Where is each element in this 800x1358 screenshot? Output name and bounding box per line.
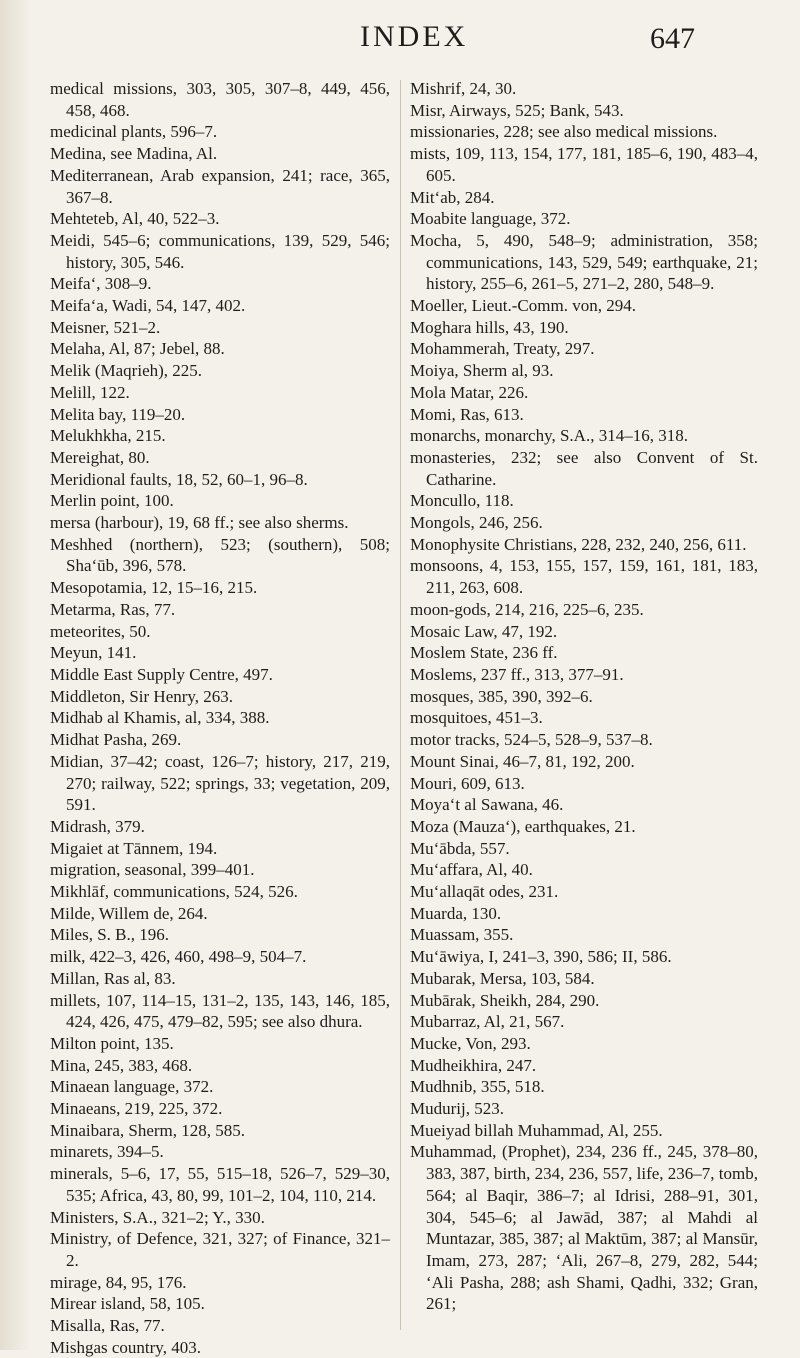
index-entry: Moncullo, 118. xyxy=(410,491,514,511)
index-entry: Muarda, 130. xyxy=(410,903,502,923)
index-entry: Millan, Ras al, 83. xyxy=(50,968,176,988)
index-entry: Meifa‘a, Wadi, 54, 147, 402. xyxy=(50,296,246,316)
index-entry: missionaries, 228; see also medical missions. xyxy=(410,122,718,142)
index-entry: Meidi, 545–6; communications, 139, 529, 546; history, 305, 546. xyxy=(50,230,390,272)
index-entry: mersa (harbour), 19, 68 ff.; see also sherms. xyxy=(50,513,349,533)
index-entry: mosques, 385, 390, 392–6. xyxy=(410,686,593,706)
running-title: INDEX xyxy=(360,20,469,53)
index-entry: monarchs, monarchy, S.A., 314–16, 318. xyxy=(410,426,688,446)
index-entry: Mubārak, Sheikh, 284, 290. xyxy=(410,990,600,1010)
index-entry: Misr, Airways, 525; Bank, 543. xyxy=(410,100,624,120)
index-entry: Mola Matar, 226. xyxy=(410,382,529,402)
index-entry: Monophysite Christians, 228, 232, 240, 256, 611. xyxy=(410,534,747,554)
index-entry: migration, seasonal, 399–401. xyxy=(50,860,255,880)
index-column-left xyxy=(50,78,390,1358)
index-entry: Meridional faults, 18, 52, 60–1, 96–8. xyxy=(50,469,308,489)
index-entry: Melaha, Al, 87; Jebel, 88. xyxy=(50,339,225,359)
index-entry: Mosaic Law, 47, 192. xyxy=(410,621,558,641)
index-entry: Misalla, Ras, 77. xyxy=(50,1316,165,1336)
index-entry: Milde, Willem de, 264. xyxy=(50,903,208,923)
index-entry: Meifa‘, 308–9. xyxy=(50,274,152,294)
index-entry: Mit‘ab, 284. xyxy=(410,187,495,207)
index-entry: Mishgas country, 403. xyxy=(50,1337,201,1357)
index-entry: Mongols, 246, 256. xyxy=(410,513,543,533)
index-entry: Melik (Maqrieh), 225. xyxy=(50,361,203,381)
index-entry: monsoons, 4, 153, 155, 157, 159, 161, 181, 183, 211, 263, 608. xyxy=(410,556,758,598)
index-entry: Muhammad, (Prophet), 234, 236 ff., 245, 378–80, 383, 387, birth, 234, 236, 557, life, 236–7, tomb, 564; al Baqir, 386–7; al Idrisi, 288–91, 301, 304, 545–6; al Jawād, 387; al Mahdi al Muntazar, 385, 387; al Maktūm, 387; al Mansūr, Imam, 273, 287; ‘Ali, 267–8, 279, 282, 544; ‘Ali Pasha, 288; ash Shami, Qadhi, 332; Gran, 261; xyxy=(410,1142,758,1314)
index-entry: minerals, 5–6, 17, 55, 515–18, 526–7, 529–30, 535; Africa, 43, 80, 99, 101–2, 104, 110, 214. xyxy=(50,1164,390,1205)
index-entry: Moeller, Lieut.-Comm. von, 294. xyxy=(410,296,636,316)
index-entry: Mediterranean, Arab expansion, 241; race, 365, 367–8. xyxy=(50,165,390,207)
index-entry: Mirear island, 58, 105. xyxy=(50,1294,205,1314)
index-entry: Middle East Supply Centre, 497. xyxy=(50,664,273,684)
index-entry: Mohammerah, Treaty, 297. xyxy=(410,339,595,359)
index-entry: Mount Sinai, 46–7, 81, 192, 200. xyxy=(410,751,635,771)
index-entry: mists, 109, 113, 154, 177, 181, 185–6, 190, 483–4, 605. xyxy=(410,144,758,185)
index-entry: mosquitoes, 451–3. xyxy=(410,708,543,728)
index-entry: Mehteteb, Al, 40, 522–3. xyxy=(50,209,220,229)
index-entry: Moiya, Sherm al, 93. xyxy=(410,361,554,381)
index-entry: motor tracks, 524–5, 528–9, 537–8. xyxy=(410,730,653,750)
index-entry: Minaeans, 219, 225, 372. xyxy=(50,1099,223,1119)
index-entry: Mu‘āwiya, I, 241–3, 390, 586; II, 586. xyxy=(410,947,672,967)
index-entry: Midrash, 379. xyxy=(50,816,145,836)
index-entry: monasteries, 232; see also Convent of St. Catharine. xyxy=(410,447,758,489)
index-entry: Moslem State, 236 ff. xyxy=(410,643,558,663)
index-entry: Muassam, 355. xyxy=(410,925,514,945)
index-entry: Minaean language, 372. xyxy=(50,1077,214,1097)
index-entry: Middleton, Sir Henry, 263. xyxy=(50,686,234,706)
index-entry: millets, 107, 114–15, 131–2, 135, 143, 146, 185, 424, 426, 475, 479–82, 595; see also dhura. xyxy=(50,990,390,1032)
index-entry: Moslems, 237 ff., 313, 377–91. xyxy=(410,664,624,684)
index-entry: medical missions, 303, 305, 307–8, 449, 456, 458, 468. xyxy=(50,79,390,120)
index-column-right xyxy=(410,78,758,1315)
index-entry: Mina, 245, 383, 468. xyxy=(50,1055,193,1075)
index-entry: Midian, 37–42; coast, 126–7; history, 217, 219, 270; railway, 522; springs, 33; vegetation, 209, 591. xyxy=(50,751,390,815)
index-entry: Milton point, 135. xyxy=(50,1033,174,1053)
index-entry: Medina, see Madina, Al. xyxy=(50,144,218,164)
index-entry: Meshhed (northern), 523; (southern), 508; Sha‘ūb, 396, 578. xyxy=(50,534,390,576)
index-entry: mirage, 84, 95, 176. xyxy=(50,1272,187,1292)
index-entry: Mu‘allaqāt odes, 231. xyxy=(410,882,559,902)
index-entry: Migaiet at Tānnem, 194. xyxy=(50,838,218,858)
index-entry: minarets, 394–5. xyxy=(50,1142,164,1162)
index-entry: Mu‘affara, Al, 40. xyxy=(410,860,533,880)
page-shadow xyxy=(0,0,30,1350)
index-entry: Midhat Pasha, 269. xyxy=(50,730,182,750)
index-entry: Mocha, 5, 490, 548–9; administration, 358; communications, 143, 529, 549; earthquake, 21; history, 255–6, 261–5, 271–2, 280, 548–9. xyxy=(410,230,758,294)
index-entry: Ministers, S.A., 321–2; Y., 330. xyxy=(50,1207,265,1227)
index-entry: Mikhlāf, communications, 524, 526. xyxy=(50,882,298,902)
index-entry: Mucke, Von, 293. xyxy=(410,1033,531,1053)
index-entry: Mudurij, 523. xyxy=(410,1099,504,1119)
index-entry: Meisner, 521–2. xyxy=(50,317,161,337)
index-entry: Moabite language, 372. xyxy=(410,209,571,229)
index-entry: Mereighat, 80. xyxy=(50,447,150,467)
index-entry: Mubarraz, Al, 21, 567. xyxy=(410,1012,565,1032)
index-entry: Moghara hills, 43, 190. xyxy=(410,317,569,337)
index-entry: moon-gods, 214, 216, 225–6, 235. xyxy=(410,599,644,619)
index-entry: Melukhkha, 215. xyxy=(50,426,166,446)
index-entry: Mueiyad billah Muhammad, Al, 255. xyxy=(410,1120,663,1140)
index-entry: Merlin point, 100. xyxy=(50,491,174,511)
index-entry: Melita bay, 119–20. xyxy=(50,404,186,424)
page-header xyxy=(0,20,800,70)
index-entry: Mishrif, 24, 30. xyxy=(410,79,517,98)
index-entry: Miles, S. B., 196. xyxy=(50,925,170,945)
index-entry: Mouri, 609, 613. xyxy=(410,773,525,793)
index-entry: Moya‘t al Sawana, 46. xyxy=(410,795,564,815)
index-entry: Melill, 122. xyxy=(50,382,130,402)
page-number: 647 xyxy=(650,22,695,55)
column-divider xyxy=(400,80,401,1330)
index-entry: Ministry, of Defence, 321, 327; of Finance, 321–2. xyxy=(50,1229,390,1270)
index-entry: Momi, Ras, 613. xyxy=(410,404,524,424)
index-entry: Minaibara, Sherm, 128, 585. xyxy=(50,1120,245,1140)
index-entry: meteorites, 50. xyxy=(50,621,151,641)
index-entry: Meyun, 141. xyxy=(50,643,137,663)
index-entry: Midhab al Khamis, al, 334, 388. xyxy=(50,708,270,728)
index-entry: milk, 422–3, 426, 460, 498–9, 504–7. xyxy=(50,947,307,967)
index-entry: medicinal plants, 596–7. xyxy=(50,122,218,142)
index-entry: Moza (Mauza‘), earthquakes, 21. xyxy=(410,816,636,836)
index-entry: Mesopotamia, 12, 15–16, 215. xyxy=(50,578,258,598)
index-entry: Metarma, Ras, 77. xyxy=(50,599,176,619)
index-entry: Mu‘ābda, 557. xyxy=(410,838,510,858)
index-entry: Mudhnib, 355, 518. xyxy=(410,1077,545,1097)
index-entry: Mudheikhira, 247. xyxy=(410,1055,537,1075)
index-entry: Mubarak, Mersa, 103, 584. xyxy=(410,968,595,988)
